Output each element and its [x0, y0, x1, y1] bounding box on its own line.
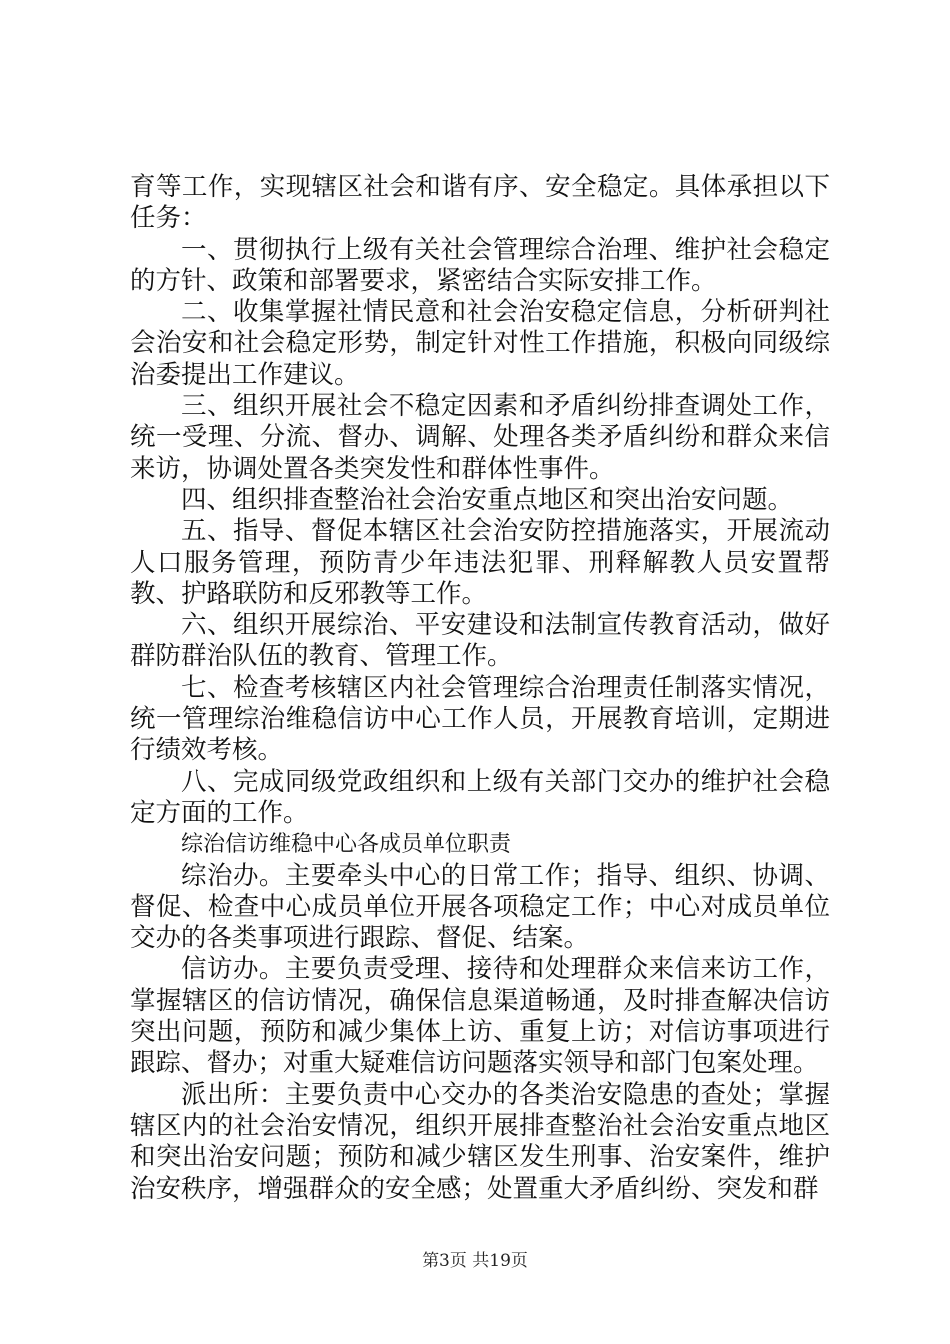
section-heading: 综治信访维稳中心各成员单位职责: [181, 832, 512, 858]
paragraph-zongzhiban: 综治办。主要牵头中心的日常工作；指导、组织、协调、督促、检查中心成员单位开展各项稳定工作；中心对成员单位交办的各类事项进行跟踪、督促、结案。: [130, 860, 830, 954]
page-number-footer: 第3页 共19页: [422, 1251, 528, 1271]
paragraph-paichusuo: 派出所：主要负责中心交办的各类治安隐患的查处；掌握辖区内的社会治安情况，组织开展排查整治社会治安重点地区和突出治安问题；预防和减少辖区发生刑事、治安案件，维护治安秩序，增强群众的安全感；处置重大矛盾纠纷、突发和群: [130, 1079, 830, 1204]
paragraph-continuation: 育等工作，实现辖区社会和谐有序、安全稳定。具体承担以下任务：: [130, 172, 830, 234]
paragraph-task-6: 六、组织开展综治、平安建设和法制宣传教育活动，做好群防群治队伍的教育、管理工作。: [130, 610, 830, 672]
paragraph-task-4: 四、组织排查整治社会治安重点地区和突出治安问题。: [181, 484, 794, 515]
paragraph-task-7: 七、检查考核辖区内社会管理综合治理责任制落实情况，统一管理综治维稳信访中心工作人员，开展教育培训，定期进行绩效考核。: [130, 672, 830, 766]
paragraph-xinfangban: 信访办。主要负责受理、接待和处理群众来信来访工作，掌握辖区的信访情况，确保信息渠道畅通，及时排查解决信访突出问题，预防和减少集体上访、重复上访；对信访事项进行跟踪、督办；对重大疑难信访问题落实领导和部门包案处理。: [130, 954, 830, 1079]
paragraph-task-5: 五、指导、督促本辖区社会治安防控措施落实，开展流动人口服务管理，预防青少年违法犯罪、刑释解教人员安置帮教、护路联防和反邪教等工作。: [130, 516, 830, 609]
paragraph-task-2: 二、收集掌握社情民意和社会治安稳定信息，分析研判社会治安和社会稳定形势，制定针对性工作措施，积极向同级综治委提出工作建议。: [130, 297, 830, 390]
paragraph-task-3: 三、组织开展社会不稳定因素和矛盾纠纷排查调处工作，统一受理、分流、督办、调解、处理各类矛盾纠纷和群众来信来访，协调处置各类突发性和群体性事件。: [130, 391, 830, 484]
paragraph-task-8: 八、完成同级党政组织和上级有关部门交办的维护社会稳定方面的工作。: [130, 766, 830, 828]
paragraph-task-1: 一、贯彻执行上级有关社会管理综合治理、维护社会稳定的方针、政策和部署要求，紧密结合实际安排工作。: [130, 234, 830, 296]
document-body: [130, 172, 830, 1205]
